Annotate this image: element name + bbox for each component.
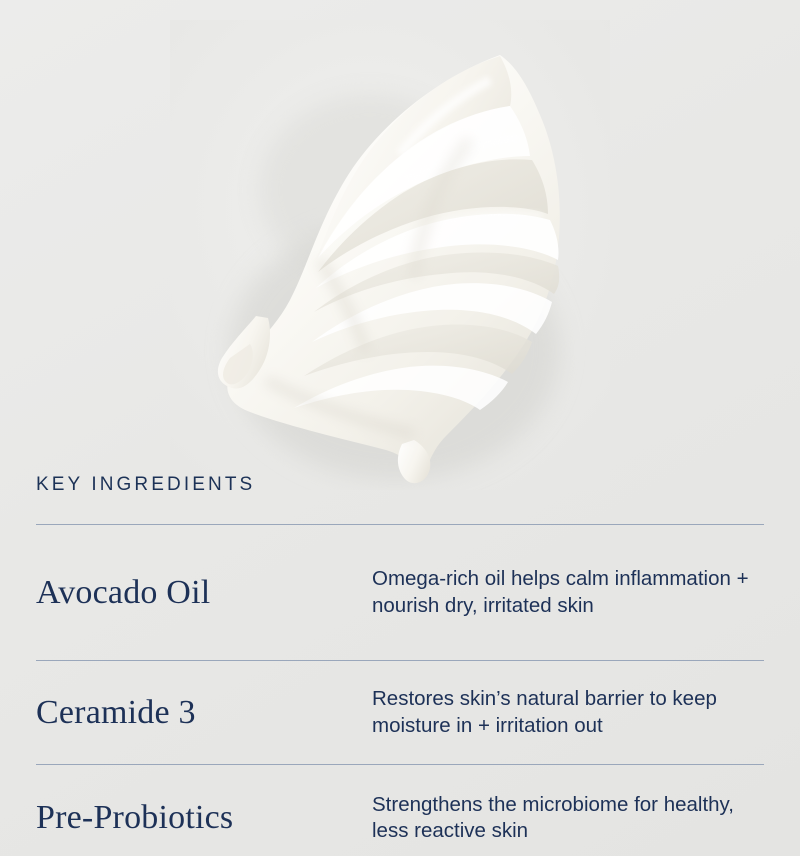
ingredient-name: Pre-Probiotics: [36, 799, 234, 837]
cream-swatch-photo: [170, 20, 610, 490]
ingredient-name: Ceramide 3: [36, 693, 196, 731]
ingredient-description: Strengthens the microbiome for healthy, less reactive skin: [372, 792, 734, 842]
section-kicker: KEY INGREDIENTS: [36, 474, 256, 495]
table-row: [36, 524, 764, 660]
ingredients-table: [36, 524, 764, 856]
table-row: [36, 764, 764, 856]
ingredient-description: Restores skin’s natural barrier to keep moisture in + irritation out: [372, 687, 717, 737]
ingredient-description: Omega-rich oil helps calm inflammation + nourish dry, irritated skin: [372, 567, 749, 617]
table-row: [36, 660, 764, 764]
ingredient-name: Avocado Oil: [36, 573, 211, 611]
